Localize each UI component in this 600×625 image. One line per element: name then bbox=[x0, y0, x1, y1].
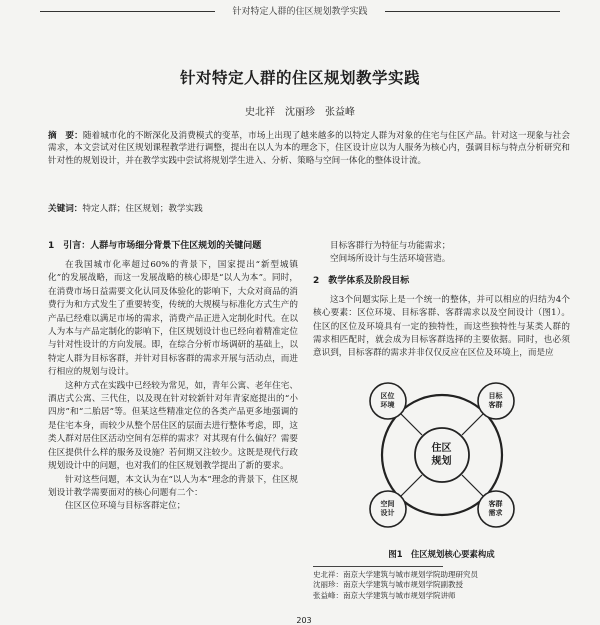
section1-paragraph-1: 在我国城市化率超过60%的背景下，国家提出“新型城镇化”的发展战略，而这一发展战略的核心即是“以人为本”。同时，在消费市场日益需要文化认同及体验化的影响下，大众对商品的消费行为和方式发生了重要转变，传统的大规模与标准化方式生产的产品已经难以满足市场的需求，消费产品正进入定制化时代。在以人为本与产品定制化的影响下，住区规划设计也已经向着精准定位与针对性设计的方向发展。即，在综合分析市场调研的基础上，以特定人群为目标客群，并针对目标客群的需求开展与活动点，而进行相应的规划与设计。 bbox=[48, 260, 298, 378]
section2-heading: 2 教学体系及阶段目标 bbox=[313, 275, 410, 286]
spoke-top-left bbox=[401, 414, 422, 435]
keywords-label: 关键词： bbox=[48, 204, 83, 214]
footnote-author-1: 史北祥：南京大学建筑与城市规划学院助理研究员 bbox=[313, 569, 478, 579]
abstract-text: 随着城市化的不断深化及消费模式的变革，市场上出现了越来越多的以特定人群为对象的住宅与住区产品。针对这一现象与社会需求，本文尝试对住区规划课程教学进行调整，提出在以人为本的理念下，住区设计应以为人服务为核心内，强调目标与特点分析研究和针对性的规划设计，并在教学实践中尝试将规划学生进入、分析、策略与空间一体化的整体设计流。 bbox=[48, 131, 570, 166]
section1-list-item-1: 住区区位环境与目标客群定位； bbox=[65, 501, 186, 512]
section1-paragraph-2: 这种方式在实践中已经较为常见，如，青年公寓、老年住宅、酒店式公寓、三代住，以及现在针对较新针对年青家庭提出的“小四房”和“二胎居”等。但某这些精准定位的各类产品更多地强调的是住宅本身，而较少从整个居住区的层面去进行整体考虑，即，这类人群对居住区活动空间有怎样的需求？对其现有什么偏好？需要住区提供什么样的服务及设施？若何期又注较少。这既是现代行政规划设计中的问题，也对我们的住区规划教学提出了新的要求。 bbox=[48, 380, 298, 472]
spoke-bottom-right bbox=[462, 475, 483, 496]
paper-authors: 史北祥 沈丽珍 张益峰 bbox=[245, 107, 355, 118]
list-item-3: 空间场所设计与生活环境营造。 bbox=[330, 254, 451, 265]
center-node-label: 住区 规划 bbox=[431, 442, 452, 467]
footnote-author-3: 张益峰：南京大学建筑与城市规划学院讲师 bbox=[313, 590, 456, 600]
page-number: 203 bbox=[296, 616, 312, 625]
section1-paragraph-3: 针对这些问题，本文认为在“以人为本”理念的背景下，住区规划设计教学需要面对的核心问题有二个： bbox=[48, 474, 298, 498]
keywords bbox=[48, 202, 570, 214]
header-rule-left bbox=[40, 11, 215, 12]
abstract bbox=[48, 130, 570, 167]
abstract-label: 摘 要： bbox=[48, 131, 83, 141]
keywords-text: 特定人群；住区规划；教学实践 bbox=[82, 204, 203, 214]
list-item-2: 目标客群行为特征与功能需求； bbox=[330, 241, 451, 251]
right-column bbox=[313, 240, 570, 601]
node-space-design-label: 空间 设计 bbox=[380, 499, 395, 517]
spoke-top-right bbox=[462, 414, 483, 435]
section1-heading: 1 引言：人群与市场细分背景下住区规划的关键问题 bbox=[48, 241, 262, 251]
footnote-rule bbox=[313, 566, 443, 567]
paper-title: 针对特定人群的住区规划教学实践 bbox=[179, 69, 420, 87]
section2-paragraph-1: 这3个问题实际上是一个统一的整体，并可以相应的归结为4个核心要素：区位环境、目标客群、客群需求以及空间设计（图1）。住区的区位及环境具有一定的独特性，而这些独特性与某类人群的需求相匹配时，就会成为目标客群选择的主要依据。同时，也必须意识到，目标客群的需求并非仅仅反应在区位及环境上，而是应 bbox=[313, 294, 570, 359]
footnote-author-2: 沈丽珍：南京大学建筑与城市规划学院副教授 bbox=[313, 580, 463, 590]
node-location-label: 区位 环境 bbox=[380, 391, 395, 409]
header-rule-right bbox=[385, 11, 560, 12]
spoke-bottom-left bbox=[401, 475, 422, 496]
node-target-group-label: 目标 客群 bbox=[488, 391, 503, 409]
header-journal: 针对特定人群的住区规划教学实践 bbox=[232, 7, 368, 17]
left-column bbox=[48, 240, 298, 514]
node-group-needs-label: 客群 需求 bbox=[488, 499, 503, 517]
running-header bbox=[0, 4, 600, 18]
figure-1-caption: 图1 住区规划核心要素构成 bbox=[388, 548, 495, 559]
figure-1 bbox=[342, 367, 542, 542]
